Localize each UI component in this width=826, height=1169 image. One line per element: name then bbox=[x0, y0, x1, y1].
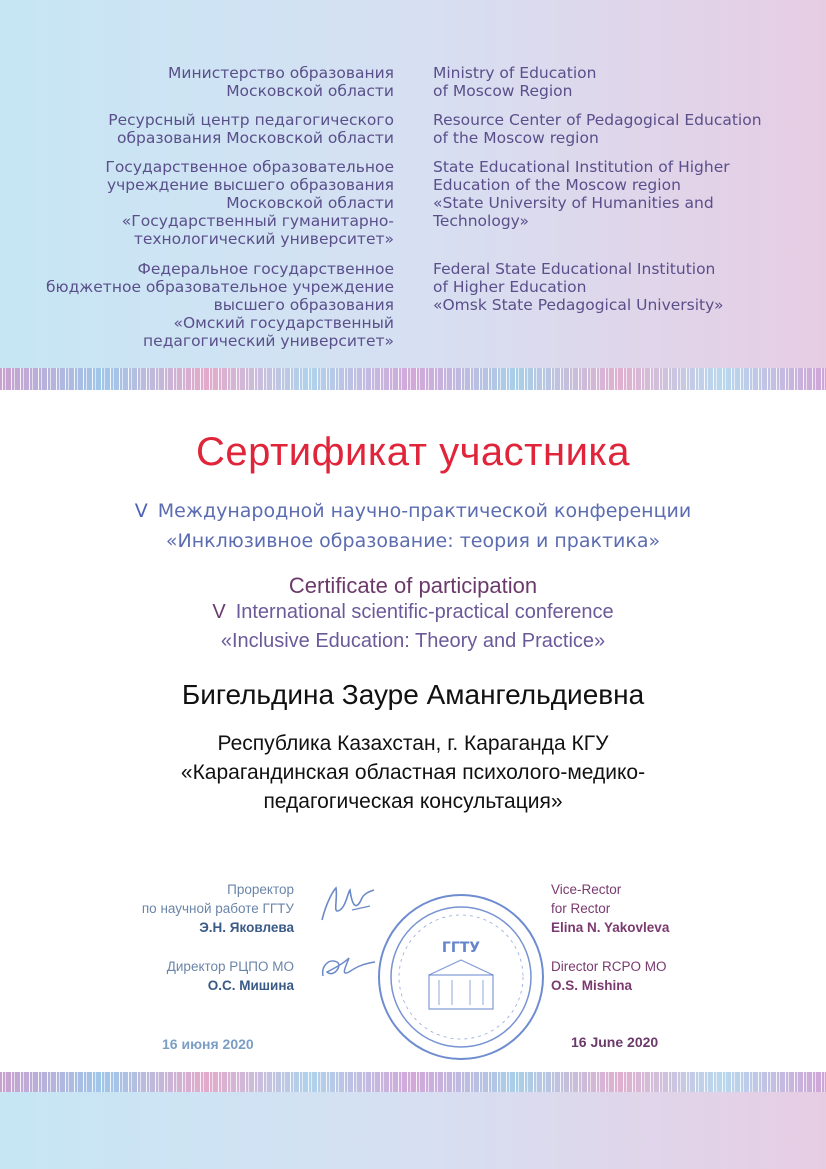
signature-title: Vice-Rector bbox=[551, 882, 622, 897]
conference-ru-line-2: «Инклюзивное образование: теория и практика» bbox=[165, 530, 661, 552]
participant-affiliation-3: педагогическая консультация» bbox=[263, 790, 563, 813]
org-line: учреждение высшего образования bbox=[106, 176, 394, 194]
org-line: «State University of Humanities and bbox=[433, 194, 714, 212]
org-line: Московской области bbox=[226, 194, 394, 212]
org-line: Ministry of Education bbox=[433, 64, 597, 82]
roman-numeral: V bbox=[134, 500, 148, 522]
org-ru-ggtu bbox=[14, 158, 394, 248]
org-line: высшего образования bbox=[213, 296, 394, 314]
org-line: Technology» bbox=[433, 212, 530, 230]
bottom-decorative-stripe bbox=[0, 1072, 826, 1094]
org-line: of Moscow Region bbox=[433, 82, 573, 100]
org-line: Resource Center of Pedagogical Education bbox=[433, 111, 762, 129]
org-en-ggtu bbox=[433, 158, 813, 230]
org-line: «Омский государственный bbox=[173, 314, 394, 332]
signature-title: по научной работе ГГТУ bbox=[141, 901, 294, 916]
org-line: Федеральное государственное bbox=[137, 260, 394, 278]
date-en: 16 June 2020 bbox=[571, 1034, 659, 1050]
org-line: of the Moscow region bbox=[433, 129, 599, 147]
org-line: Государственное образовательное bbox=[105, 158, 394, 176]
signature-en-director bbox=[551, 957, 667, 995]
conference-en-text: International scientific-practical conference bbox=[235, 601, 614, 623]
signature-title: for Rector bbox=[551, 901, 611, 916]
signature-title: Director RCPO MO bbox=[551, 959, 667, 974]
org-line: бюджетное образовательное учреждение bbox=[45, 278, 394, 296]
participant-name: Бигельдина Зауре Амангельдиевна bbox=[181, 679, 645, 710]
participant-affiliation-1: Республика Казахстан, г. Караганда КГУ bbox=[217, 732, 609, 755]
signature-title: Директор РЦПО МО bbox=[166, 959, 294, 974]
signature-title: Проректор bbox=[227, 882, 294, 897]
certificate-title-ru: Сертификат участника bbox=[195, 430, 631, 474]
org-line: технологический университет» bbox=[133, 230, 394, 248]
signature-name: Э.Н. Яковлева bbox=[199, 920, 294, 935]
org-line: «Государственный гуманитарно- bbox=[121, 212, 394, 230]
org-line: педагогический университет» bbox=[143, 332, 394, 350]
org-ru-ministry bbox=[14, 64, 394, 100]
org-line: Московской области bbox=[226, 82, 394, 100]
org-line: of Higher Education bbox=[433, 278, 587, 296]
org-en-resource-center bbox=[433, 111, 813, 147]
org-line: «Omsk State Pedagogical University» bbox=[433, 296, 724, 314]
signature-ru-vice-rector bbox=[142, 880, 294, 937]
stamp-label: ГГТУ bbox=[441, 940, 481, 956]
org-ru-omsk bbox=[14, 260, 394, 350]
org-line: Education of the Moscow region bbox=[433, 176, 681, 194]
signature-name: Elina N. Yakovleva bbox=[551, 920, 670, 935]
org-line: Министерство образования bbox=[168, 64, 394, 82]
conference-en-line-1 bbox=[0, 601, 826, 624]
org-line: Federal State Educational Institution bbox=[433, 260, 716, 278]
official-stamp bbox=[374, 890, 549, 1065]
signature-en-vice-rector bbox=[551, 880, 669, 937]
org-line: Ресурсный центр педагогического bbox=[108, 111, 394, 129]
handwritten-signature-yakovleva bbox=[312, 880, 382, 930]
conference-ru-text: Международной научно-практической конференции bbox=[157, 500, 692, 522]
org-ru-resource-center bbox=[14, 111, 394, 147]
footer-band bbox=[0, 1092, 826, 1169]
signature-ru-director bbox=[167, 957, 294, 995]
date-ru: 16 июня 2020 bbox=[162, 1036, 254, 1052]
conference-ru-line-1 bbox=[0, 500, 826, 522]
org-line: образования Московской области bbox=[117, 129, 394, 147]
roman-numeral: V bbox=[212, 601, 226, 623]
conference-en-line-2: «Inclusive Education: Theory and Practice» bbox=[220, 630, 606, 652]
participant-affiliation-2: «Карагандинская областная психолого-медико- bbox=[180, 761, 646, 784]
signature-name: О.С. Мишина bbox=[207, 978, 294, 993]
certificate-title-en: Certificate of participation bbox=[288, 573, 538, 598]
org-line: State Educational Institution of Higher bbox=[433, 158, 730, 176]
signature-name: O.S. Mishina bbox=[551, 978, 633, 993]
org-en-ministry bbox=[433, 64, 813, 100]
top-decorative-stripe bbox=[0, 368, 826, 390]
org-en-omsk bbox=[433, 260, 813, 314]
